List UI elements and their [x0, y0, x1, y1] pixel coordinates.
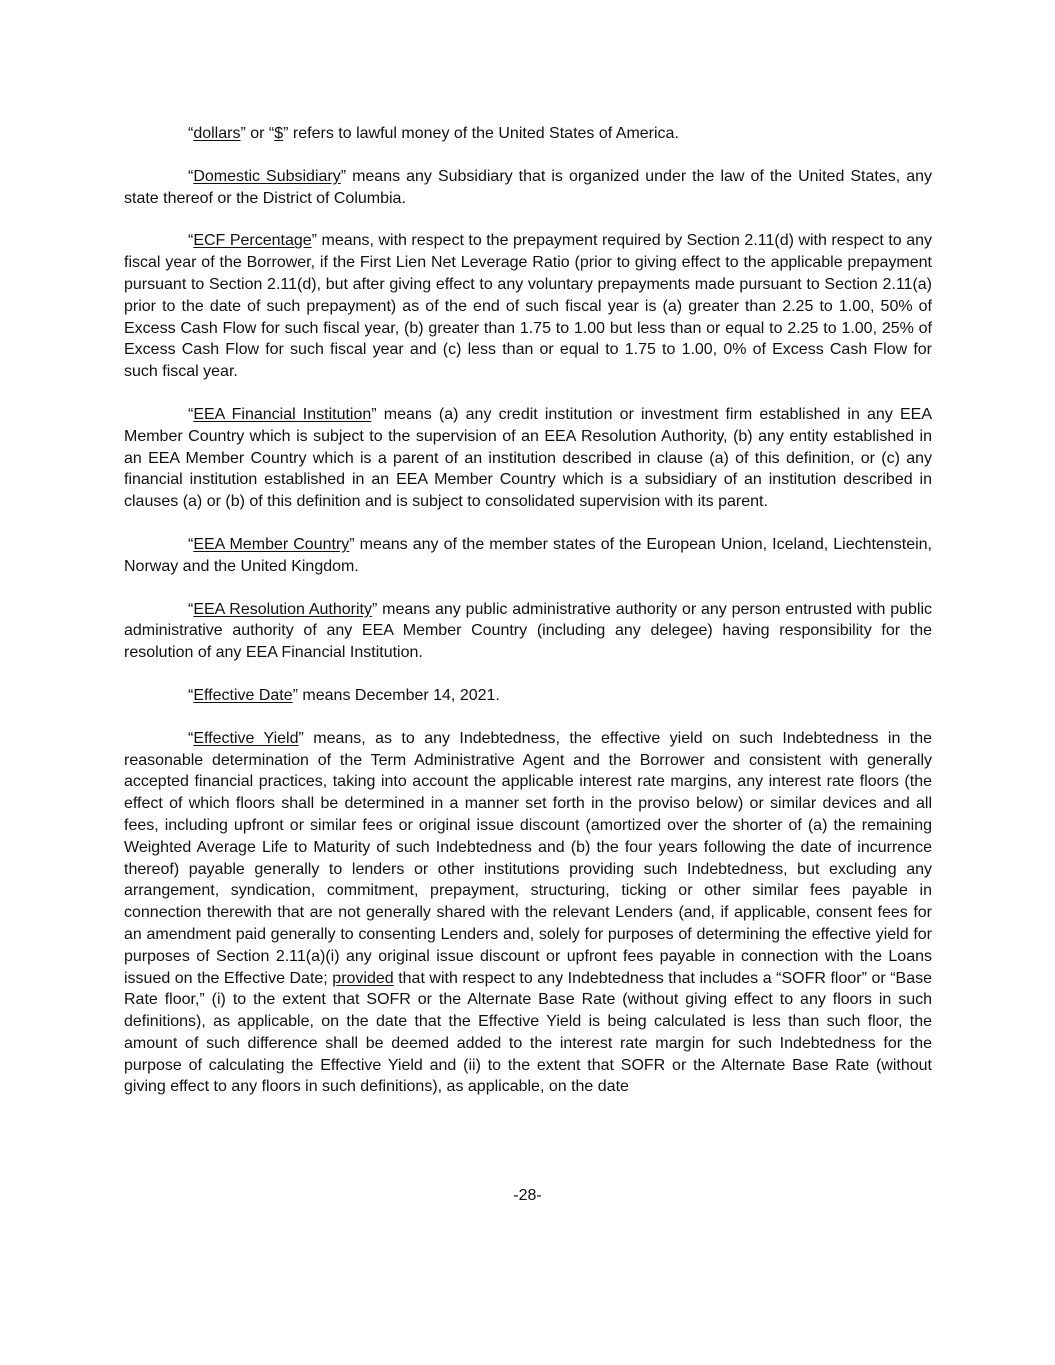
defined-term-eea-resolution-authority: EEA Resolution Authority: [193, 600, 372, 618]
definition-effective-yield: [124, 728, 932, 1099]
defined-term-effective-yield: Effective Yield: [193, 729, 299, 747]
definition-text: ” means any public administrative authority or any person entrusted with public administrative authority of any EEA Member Country (including any delegee) having responsibility for the resolution of any EEA Financial Institution.: [124, 600, 932, 662]
defined-term-domestic-subsidiary: Domestic Subsidiary: [193, 167, 341, 185]
definition-dollars: [124, 123, 932, 145]
open-quote: “: [188, 535, 194, 553]
open-quote: “: [188, 232, 194, 250]
definition-ecf-percentage: [124, 230, 932, 383]
definition-text: ” means any of the member states of the European Union, Iceland, Liechtenstein, Norway and the United Kingdom.: [124, 535, 932, 575]
definition-text: ” means December 14, 2021.: [292, 686, 500, 704]
defined-term-effective-date: Effective Date: [193, 686, 293, 704]
page-number: -28-: [513, 1187, 542, 1204]
definition-text: ” means, as to any Indebtedness, the effective yield on such Indebtedness in the reasonable determination of the Term Administrative Agent and the Borrower and consistent with generally accepted financial practices, taking into account the applicable interest rate margins, any interest rate floors (the effect of which floors shall be determined in a manner set forth in the proviso below) or similar devices and all fees, including upfront or similar fees or original issue discount (amortized over the shorter of (a) the remaining Weighted Average Life to Maturity of such Indebtedness and (b) the four years following the date of incurrence thereof) payable generally to lenders or other institutions providing such Indebtedness, but excluding any arrangement, syndication, commitment, prepayment, structuring, ticking or other similar fees payable in connection therewith that are not generally shared with the relevant Lenders (and, if applicable, consent fees for an amendment paid generally to consenting Lenders and, solely for purposes of determining the effective yield for purposes of Section 2.11(a)(i) any original issue discount or upfront fees payable in connection with the Loans issued on the Effective Date;: [124, 729, 932, 987]
document-page: [124, 123, 932, 1119]
open-quote: “: [188, 600, 194, 618]
open-quote: “: [188, 167, 194, 185]
definition-text-continued: that with respect to any Indebtedness that includes a “SOFR floor” or “Base Rate floor,” (i) to the extent that SOFR or the Alternate Base Rate (without giving effect to any floors in such definitions), as applicable, on the date that the Effective Yield is being calculated is less than such floor, the amount of such difference shall be deemed added to the interest rate margin for such Indebtedness for the purpose of calculating the Effective Yield and (ii) to the extent that SOFR or the Alternate Base Rate (without giving effect to any floors in such definitions), as applicable, on the date: [124, 969, 933, 1096]
defined-term-ecf-percentage: ECF Percentage: [193, 232, 312, 250]
defined-term-dollar-sign: $: [274, 125, 284, 142]
defined-term-eea-member-country: EEA Member Country: [193, 535, 350, 553]
definition-eea-financial-institution: [124, 404, 932, 513]
open-quote: “: [188, 125, 194, 142]
definition-text: ” means any Subsidiary that is organized under the law of the United States, any state thereof or the District of Columbia.: [124, 167, 932, 207]
definition-connector: ” or “: [240, 125, 275, 142]
definition-eea-member-country: [124, 534, 932, 578]
definition-text: ” means, with respect to the prepayment required by Section 2.11(d) with respect to any fiscal year of the Borrower, if the First Lien Net Leverage Ratio (prior to giving effect to the applicable prepayment pursuant to Section 2.11(d), but after giving effect to any voluntary prepayments made pursuant to Section 2.11(a) prior to the date of such prepayment) as of the end of such fiscal year is (a) greater than 2.25 to 1.00, 50% of Excess Cash Flow for such fiscal year, (b) greater than 1.75 to 1.00 but less than or equal to 2.25 to 1.00, 25% of Excess Cash Flow for such fiscal year and (c) less than or equal to 1.75 to 1.00, 0% of Excess Cash Flow for such fiscal year.: [124, 232, 933, 381]
definition-eea-resolution-authority: [124, 599, 932, 664]
defined-term-dollars: dollars: [193, 125, 241, 142]
definition-effective-date: [124, 685, 932, 707]
open-quote: “: [188, 686, 194, 704]
definition-domestic-subsidiary: [124, 166, 932, 210]
defined-term-eea-financial-institution: EEA Financial Institution: [193, 405, 372, 423]
open-quote: “: [188, 405, 194, 423]
definition-text: ” refers to lawful money of the United States of America.: [283, 125, 679, 142]
proviso-term-provided: provided: [332, 969, 394, 987]
definition-text: ” means (a) any credit institution or investment firm established in any EEA Member Country which is subject to the supervision of an EEA Resolution Authority, (b) any entity established in an EEA Member Country which is a parent of an institution described in clause (a) of this definition, or (c) any financial institution established in an EEA Member Country which is a subsidiary of an institution described in clauses (a) or (b) of this definition and is subject to consolidated supervision with its parent.: [124, 405, 932, 511]
open-quote: “: [188, 729, 194, 747]
